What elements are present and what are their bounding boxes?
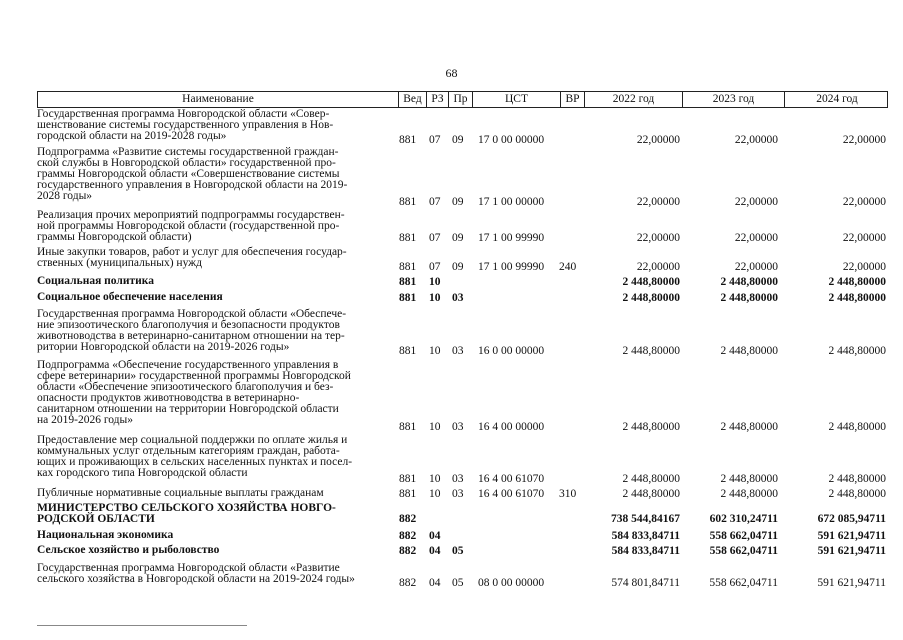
cell-y2024: 591 621,94711 bbox=[817, 530, 886, 542]
row-name: Подпрограмма «Обеспечение государственного управления в сфере ветеринарии» государственной программы Новгородской области «Обеспечение эпизоотического благополучия и без- опасности продуктов животноводства в ветеринарно- санитарном отношении на территории Новгородской области на 2019-2026 годы» bbox=[37, 359, 351, 426]
table-row bbox=[37, 292, 888, 304]
cell-rz: 04 bbox=[429, 545, 441, 557]
cell-y2023: 2 448,80000 bbox=[720, 292, 778, 304]
row-name: МИНИСТЕРСТВО СЕЛЬСКОГО ХОЗЯЙСТВА НОВГО- РОДСКОЙ ОБЛАСТИ bbox=[37, 502, 336, 525]
row-name: Сельское хозяйство и рыболовство bbox=[37, 544, 220, 556]
cell-ved: 881 bbox=[399, 276, 417, 288]
cell-y2024: 2 448,80000 bbox=[828, 345, 886, 357]
cell-ved: 881 bbox=[399, 261, 417, 273]
cell-pr: 09 bbox=[452, 196, 464, 208]
cell-pr: 03 bbox=[452, 292, 464, 304]
header-2022: 2022 год bbox=[584, 92, 682, 107]
table-row bbox=[37, 147, 888, 208]
cell-ved: 882 bbox=[399, 530, 417, 542]
cell-ved: 881 bbox=[399, 134, 417, 146]
cell-cst: 16 0 00 00000 bbox=[478, 345, 545, 357]
cell-y2023: 22,00000 bbox=[734, 232, 778, 244]
header-cst: ЦСТ bbox=[472, 92, 560, 107]
cell-y2022: 22,00000 bbox=[636, 232, 680, 244]
cell-rz: 07 bbox=[429, 261, 441, 273]
cell-y2022: 22,00000 bbox=[636, 134, 680, 146]
cell-y2024: 591 621,94711 bbox=[817, 577, 886, 589]
cell-y2022: 2 448,80000 bbox=[622, 421, 680, 433]
row-name: Реализация прочих мероприятий подпрограммы государствен- ной программы Новгородской области (государственной про- граммы Новгородской области) bbox=[37, 209, 345, 243]
cell-ved: 881 bbox=[399, 473, 417, 485]
cell-y2022: 2 448,80000 bbox=[622, 276, 680, 288]
row-name: Социальное обеспечение населения bbox=[37, 291, 223, 303]
cell-y2023: 2 448,80000 bbox=[720, 421, 778, 433]
cell-y2022: 2 448,80000 bbox=[622, 345, 680, 357]
row-name: Иные закупки товаров, работ и услуг для обеспечения государ- ственных (муниципальных) нужд bbox=[37, 246, 347, 269]
cell-y2024: 2 448,80000 bbox=[828, 292, 886, 304]
cell-cst: 17 1 00 99990 bbox=[478, 232, 545, 244]
cell-rz: 07 bbox=[429, 134, 441, 146]
cell-rz: 07 bbox=[429, 196, 441, 208]
header-pr: Пр bbox=[448, 92, 472, 107]
header-ved: Вед bbox=[398, 92, 426, 107]
cell-y2023: 2 448,80000 bbox=[720, 473, 778, 485]
cell-rz: 10 bbox=[429, 473, 441, 485]
cell-pr: 03 bbox=[452, 345, 464, 357]
cell-ved: 881 bbox=[399, 488, 417, 500]
cell-y2024: 2 448,80000 bbox=[828, 473, 886, 485]
cell-cst: 16 4 00 61070 bbox=[478, 488, 545, 500]
row-name: Государственная программа Новгородской области «Развитие сельского хозяйства в Новгородской области на 2019-2024 годы» bbox=[37, 562, 355, 585]
header-name: Наименование bbox=[182, 93, 254, 105]
cell-pr: 05 bbox=[452, 577, 464, 589]
cell-ved: 881 bbox=[399, 196, 417, 208]
cell-y2024: 2 448,80000 bbox=[828, 421, 886, 433]
cell-ved: 881 bbox=[399, 345, 417, 357]
cell-y2024: 22,00000 bbox=[842, 134, 886, 146]
cell-pr: 03 bbox=[452, 488, 464, 500]
cell-y2023: 602 310,24711 bbox=[709, 513, 778, 525]
row-name: Подпрограмма «Развитие системы государственной граждан- ской службы в Новгородской области» государственной про- граммы Новгородской области «Совершенствование системы государственного управления в Новгородской области на 2019- 2028 годы» bbox=[37, 146, 348, 202]
cell-ved: 882 bbox=[399, 577, 417, 589]
cell-y2023: 558 662,04711 bbox=[709, 530, 778, 542]
table-row bbox=[37, 360, 888, 433]
table-row bbox=[37, 488, 888, 500]
cell-cst: 17 1 00 99990 bbox=[478, 261, 545, 273]
cell-vr: 240 bbox=[559, 261, 577, 273]
cell-pr: 05 bbox=[452, 545, 464, 557]
table-row bbox=[37, 530, 888, 542]
cell-y2023: 22,00000 bbox=[734, 261, 778, 273]
row-name: Предоставление мер социальной поддержки по оплате жилья и коммунальных услуг отдельным категориям граждан, работа- ющих и проживающих в сельских населенных пунктах и посел- ках городского типа Новгородской области bbox=[37, 434, 353, 479]
row-name: Публичные нормативные социальные выплаты гражданам bbox=[37, 487, 324, 499]
cell-y2024: 22,00000 bbox=[842, 261, 886, 273]
table-header bbox=[37, 91, 888, 108]
table-row bbox=[37, 503, 888, 525]
cell-pr: 09 bbox=[452, 232, 464, 244]
cell-pr: 09 bbox=[452, 134, 464, 146]
table-row bbox=[37, 210, 888, 244]
cell-rz: 10 bbox=[429, 488, 441, 500]
cell-y2024: 22,00000 bbox=[842, 232, 886, 244]
cell-ved: 881 bbox=[399, 292, 417, 304]
header-2023: 2023 год bbox=[682, 92, 784, 107]
cell-y2024: 22,00000 bbox=[842, 196, 886, 208]
cell-pr: 03 bbox=[452, 421, 464, 433]
cell-y2022: 738 544,84167 bbox=[611, 513, 680, 525]
header-vr: ВР bbox=[560, 92, 584, 107]
cell-y2023: 2 448,80000 bbox=[720, 276, 778, 288]
cell-y2023: 22,00000 bbox=[734, 134, 778, 146]
table-row bbox=[37, 435, 888, 485]
cell-rz: 10 bbox=[429, 292, 441, 304]
cell-y2024: 672 085,94711 bbox=[817, 513, 886, 525]
cell-y2023: 22,00000 bbox=[734, 196, 778, 208]
cell-y2024: 2 448,80000 bbox=[828, 276, 886, 288]
footer-divider bbox=[37, 625, 247, 626]
cell-y2022: 2 448,80000 bbox=[622, 292, 680, 304]
cell-y2022: 2 448,80000 bbox=[622, 473, 680, 485]
cell-y2022: 22,00000 bbox=[636, 261, 680, 273]
table-row bbox=[37, 247, 888, 273]
table-row bbox=[37, 109, 888, 146]
table-row bbox=[37, 563, 888, 589]
row-name: Национальная экономика bbox=[37, 529, 174, 541]
header-rz: РЗ bbox=[426, 92, 448, 107]
cell-cst: 08 0 00 00000 bbox=[478, 577, 545, 589]
cell-ved: 881 bbox=[399, 421, 417, 433]
cell-cst: 16 4 00 00000 bbox=[478, 421, 545, 433]
row-name: Государственная программа Новгородской области «Обеспече- ние эпизоотического благополучия и безопасности продуктов животноводства в ветеринарно-санитарном отношении на тер- ритории Новгородской области на 2019-2026 годы» bbox=[37, 308, 347, 353]
cell-y2022: 584 833,84711 bbox=[611, 545, 680, 557]
cell-vr: 310 bbox=[559, 488, 577, 500]
cell-y2023: 558 662,04711 bbox=[709, 577, 778, 589]
cell-y2022: 2 448,80000 bbox=[622, 488, 680, 500]
cell-rz: 10 bbox=[429, 276, 441, 288]
table-row bbox=[37, 276, 888, 288]
cell-y2024: 2 448,80000 bbox=[828, 488, 886, 500]
cell-rz: 07 bbox=[429, 232, 441, 244]
cell-y2022: 574 801,84711 bbox=[611, 577, 680, 589]
cell-ved: 882 bbox=[399, 545, 417, 557]
cell-y2022: 584 833,84711 bbox=[611, 530, 680, 542]
table-row bbox=[37, 545, 888, 557]
cell-y2022: 22,00000 bbox=[636, 196, 680, 208]
cell-rz: 10 bbox=[429, 421, 441, 433]
cell-ved: 881 bbox=[399, 232, 417, 244]
cell-cst: 16 4 00 61070 bbox=[478, 473, 545, 485]
cell-rz: 04 bbox=[429, 577, 441, 589]
cell-pr: 09 bbox=[452, 261, 464, 273]
cell-y2023: 558 662,04711 bbox=[709, 545, 778, 557]
cell-cst: 17 1 00 00000 bbox=[478, 196, 545, 208]
cell-y2023: 2 448,80000 bbox=[720, 488, 778, 500]
cell-y2024: 591 621,94711 bbox=[817, 545, 886, 557]
cell-ved: 882 bbox=[399, 513, 417, 525]
page-number: 68 bbox=[445, 66, 458, 80]
header-2024: 2024 год bbox=[784, 92, 889, 107]
table-row bbox=[37, 309, 888, 357]
cell-rz: 04 bbox=[429, 530, 441, 542]
row-name: Социальная политика bbox=[37, 275, 154, 287]
cell-cst: 17 0 00 00000 bbox=[478, 134, 545, 146]
row-name: Государственная программа Новгородской области «Совер- шенствование системы государственного управления в Нов- городской области на 2019-2028 годы» bbox=[37, 108, 334, 142]
cell-y2023: 2 448,80000 bbox=[720, 345, 778, 357]
cell-pr: 03 bbox=[452, 473, 464, 485]
cell-rz: 10 bbox=[429, 345, 441, 357]
